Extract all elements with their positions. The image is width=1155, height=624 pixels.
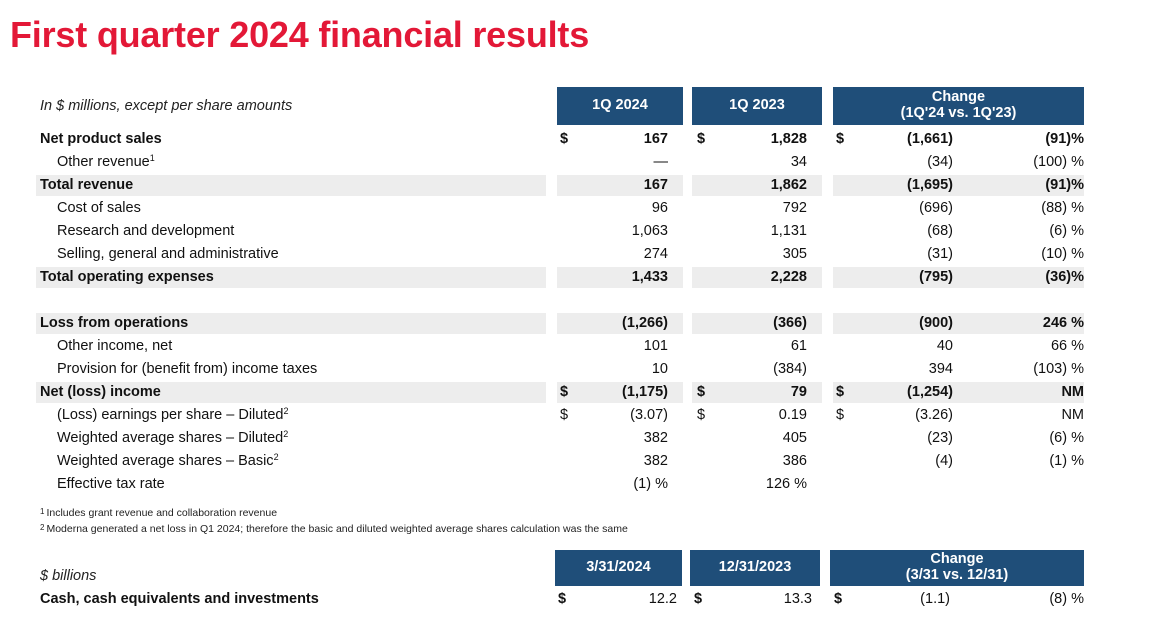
change-percent: (1) % (1049, 453, 1084, 469)
row-earnings-per-share-diluted (0, 404, 1155, 427)
dollar-sign: $ (697, 407, 706, 423)
value-1q-2023: 386 (782, 453, 807, 469)
value-1q-2024: 167 (643, 131, 668, 147)
value-1q-2024: 167 (643, 177, 668, 193)
change-value: 394 (928, 361, 953, 377)
dollar-sign: $ (560, 131, 569, 147)
change-percent: (8) % (1049, 591, 1084, 607)
change-percent: (10) % (1041, 246, 1084, 262)
value-1q-2023: 34 (790, 154, 807, 170)
value-1q-2024: (1) % (633, 476, 668, 492)
value-1q-2023: 305 (782, 246, 807, 262)
row-label-text: Effective tax rate (57, 476, 165, 492)
change-percent: NM (1061, 384, 1084, 400)
value-1q-2023: (366) (773, 315, 807, 331)
column-header-1q-2024 (557, 87, 683, 125)
value-1q-2023: 1,862 (770, 177, 807, 193)
row-label (57, 243, 279, 266)
change-value: (3.26) (915, 407, 953, 423)
footnote-text: Moderna generated a net loss in Q1 2024; therefore the basic and diluted weighted average shares calculation was the same (46, 523, 628, 535)
value-1q-2024: 274 (643, 246, 668, 262)
footnote-1 (40, 507, 277, 519)
row-label (57, 151, 155, 174)
dollar-sign: $ (560, 384, 569, 400)
dollar-sign: $ (560, 407, 569, 423)
row-label (40, 266, 214, 289)
row-label (40, 381, 161, 404)
change-percent: 246 % (1042, 315, 1084, 331)
row-label (57, 427, 288, 450)
change-value: 40 (936, 338, 953, 354)
row-weighted-average-shares-diluted (0, 427, 1155, 450)
row-label-text: Cost of sales (57, 200, 141, 216)
row-other-revenue (0, 151, 1155, 174)
change-header-line1: Change (930, 551, 984, 568)
footnote-ref: 1 (149, 153, 155, 163)
page-title: First quarter 2024 financial results (10, 14, 590, 55)
row-label: Cash, cash equivalents and investments (40, 591, 319, 607)
change-value: (1.1) (920, 591, 950, 607)
row-loss-from-operations (0, 312, 1155, 335)
column-header-change (833, 87, 1084, 125)
value-12-31-2023: 13.3 (783, 591, 812, 607)
cash-row (0, 588, 1155, 611)
value-1q-2023: 405 (782, 430, 807, 446)
value-3-31-2024: 12.2 (648, 591, 677, 607)
row-other-income-net (0, 335, 1155, 358)
income-unit-note: In $ millions, except per share amounts (40, 98, 293, 114)
row-selling-general-administrative (0, 243, 1155, 266)
change-value: (900) (919, 315, 953, 331)
value-1q-2023: 79 (790, 384, 807, 400)
dollar-sign: $ (834, 591, 843, 607)
row-label (57, 335, 172, 358)
change-value: (23) (927, 430, 953, 446)
row-total-operating-expenses (0, 266, 1155, 289)
change-percent: (36)% (1045, 269, 1084, 285)
value-1q-2024: 10 (651, 361, 668, 377)
row-total-revenue (0, 174, 1155, 197)
dollar-sign: $ (836, 131, 845, 147)
row-label-text: Other income, net (57, 338, 173, 354)
row-research-and-development (0, 220, 1155, 243)
row-label-text: Weighted average shares – Basic (57, 453, 274, 469)
dollar-sign: $ (836, 384, 845, 400)
change-header-line1: Change (931, 89, 986, 106)
change-percent (990, 473, 1084, 496)
footnote-ref: 2 (283, 429, 289, 439)
dollar-sign: $ (697, 131, 706, 147)
dollar-sign: $ (697, 384, 706, 400)
footnote-2 (40, 523, 628, 535)
column-header-label: 12/31/2023 (718, 559, 792, 576)
change-percent: 66 % (1050, 338, 1084, 354)
row-label (57, 197, 141, 220)
row-label-text: Research and development (57, 223, 235, 239)
footnote-text: Includes grant revenue and collaboration revenue (46, 507, 278, 519)
footnote-mark: 2 (40, 523, 45, 532)
change-value: (31) (927, 246, 953, 262)
row-label-text: (Loss) earnings per share – Diluted (57, 407, 284, 423)
column-header-3-31-2024 (555, 550, 682, 586)
change-percent: (88) % (1041, 200, 1084, 216)
row-weighted-average-shares-basic (0, 450, 1155, 473)
value-1q-2024: 1,433 (631, 269, 668, 285)
value-1q-2023: (384) (773, 361, 807, 377)
change-percent: (91)% (1045, 177, 1084, 193)
change-value: (1,254) (907, 384, 953, 400)
row-label-text: Weighted average shares – Diluted (57, 430, 284, 446)
column-header-12-31-2023 (690, 550, 820, 586)
change-percent: (6) % (1049, 430, 1084, 446)
change-header-line2: (3/31 vs. 12/31) (905, 567, 1009, 583)
value-1q-2023: 1,131 (770, 223, 807, 239)
row-label-text: Selling, general and administrative (57, 246, 279, 262)
dollar-sign: $ (694, 591, 703, 607)
column-header-label: 1Q 2023 (729, 97, 785, 114)
row-label (40, 174, 133, 197)
change-value: (1,695) (907, 177, 953, 193)
value-1q-2023: 126 % (765, 476, 807, 492)
column-header-label: 3/31/2024 (586, 559, 651, 576)
value-1q-2024: 382 (643, 453, 668, 469)
row-label-text: Loss from operations (40, 315, 189, 331)
value-1q-2024: (1,175) (622, 384, 668, 400)
row-label-text: Net (loss) income (40, 384, 161, 400)
value-1q-2024: 101 (643, 338, 668, 354)
row-label-text: Total revenue (40, 177, 134, 193)
dollar-sign: $ (558, 591, 567, 607)
value-1q-2024: (3.07) (630, 407, 668, 423)
change-percent: (103) % (1033, 361, 1084, 377)
value-1q-2024: — (653, 154, 668, 170)
balance-unit-note: $ billions (40, 568, 97, 584)
value-1q-2024: 1,063 (631, 223, 668, 239)
dollar-sign: $ (836, 407, 845, 423)
column-header-label: 1Q 2024 (592, 97, 648, 114)
change-value: (4) (935, 453, 953, 469)
row-label-text: Other revenue (57, 154, 150, 170)
row-label (40, 128, 162, 151)
row-cost-of-sales (0, 197, 1155, 220)
row-provision-income-taxes (0, 358, 1155, 381)
footnote-mark: 1 (40, 507, 45, 516)
row-label (57, 404, 289, 427)
change-percent: (100) % (1033, 154, 1084, 170)
row-label (40, 312, 188, 335)
change-value: (696) (919, 200, 953, 216)
change-percent: (91)% (1045, 131, 1084, 147)
value-1q-2024: (1,266) (622, 315, 668, 331)
column-header-balance-change (830, 550, 1084, 586)
footnote-ref: 2 (283, 406, 289, 416)
change-value (860, 473, 953, 496)
footnote-ref: 2 (273, 452, 279, 462)
row-label (57, 450, 279, 473)
change-value: (34) (927, 154, 953, 170)
row-label-text: Net product sales (40, 131, 162, 147)
change-percent: NM (1061, 407, 1084, 423)
value-1q-2023: 0.19 (778, 407, 807, 423)
change-header-line2: (1Q'24 vs. 1Q'23) (900, 105, 1017, 121)
value-1q-2024: 382 (643, 430, 668, 446)
value-1q-2024: 96 (651, 200, 668, 216)
row-label (57, 220, 234, 243)
row-label-text: Total operating expenses (40, 269, 214, 285)
value-1q-2023: 61 (790, 338, 807, 354)
row-net-loss-income (0, 381, 1155, 404)
change-value: (1,661) (907, 131, 953, 147)
row-label (57, 473, 165, 496)
row-net-product-sales (0, 128, 1155, 151)
row-label-text: Provision for (benefit from) income taxes (57, 361, 318, 377)
change-value: (68) (927, 223, 953, 239)
row-effective-tax-rate (0, 473, 1155, 496)
value-1q-2023: 2,228 (770, 269, 807, 285)
column-header-1q-2023 (692, 87, 822, 125)
value-1q-2023: 792 (782, 200, 807, 216)
row-label (57, 358, 317, 381)
value-1q-2023: 1,828 (770, 131, 807, 147)
change-percent: (6) % (1049, 223, 1084, 239)
change-value: (795) (919, 269, 953, 285)
